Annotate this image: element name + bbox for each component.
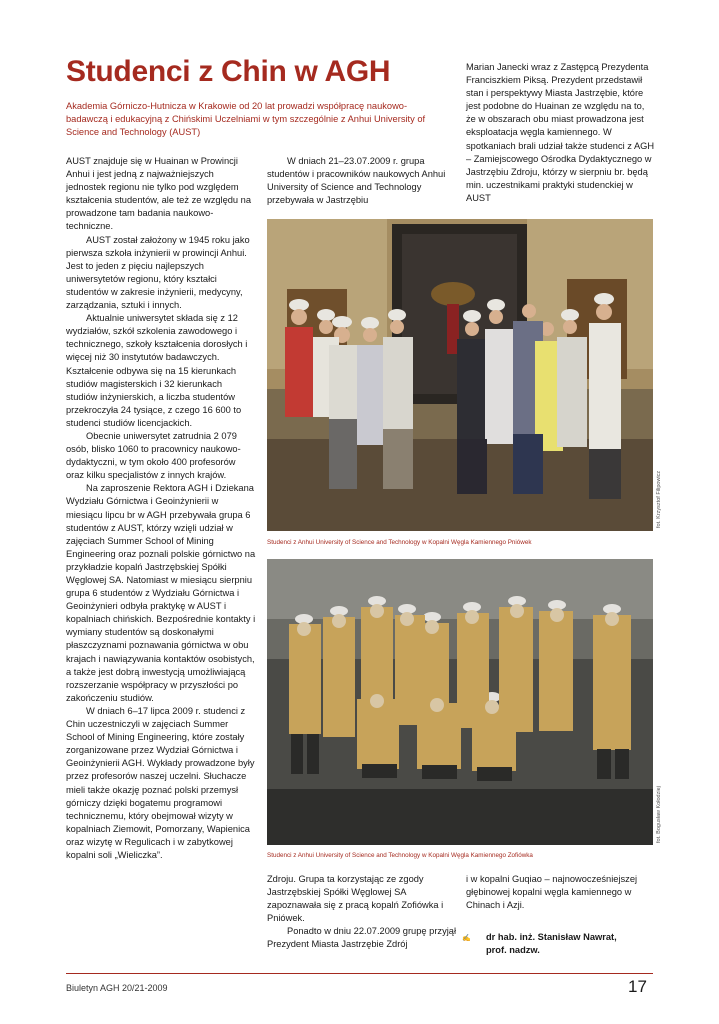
paragraph: Ponadto w dniu 22.07.2009 grupę przyjął Prezydent Miasta Jastrzębie Zdrój — [267, 926, 457, 950]
paragraph: AUST został założony w 1945 roku jako pierwsza szkoła inżynierii w prowincji Anhui. Jest to jeden z pięciu najlepszych uniwersytetów regionu, który kształci studentów w zakresie inżynierii, medycyny, zarządzania, sztuki i innych. — [66, 234, 250, 311]
paragraph: W dniach 21–23.07.2009 r. grupa studentów i pracowników naukowych Anhui University of Science and Technology przebywała w Jastrzębiu — [267, 156, 446, 206]
author-title: prof. nadzw. — [486, 945, 540, 956]
paragraph: Na zaproszenie Rektora AGH i Dziekana Wydziału Górnictwa i Geoinżynierii w miesiącu lipcu br w AGH przebywała grupa 6 studentów z AUST, którzy wzięli udział w zajęciach Summer School of Mining Engineering oraz poznali polskie górnictwo na przykładzie kopalń Jastrzębskiej Spółki Węglowej SA. Natomiast w miesiącu sierpniu grupa 6 studentów z Wydziału Górnictwa i Geoinżynieri odbyła praktykę w AUST i kopalniach chińskich. Bezpośrednie kontakty i wymiany studentów są doskonałymi płaszczyznami poznawania górnictwa w obu krajach i nawiązywania kontaktów osobistych, a także jest dobrą inwestycją umożliwiającą rozszerzanie współpracy w przyszłości po zakończeniu studiów. — [66, 483, 256, 703]
text-column-2-bottom — [267, 873, 457, 952]
article-lead — [66, 100, 446, 140]
paragraph: Aktualnie uniwersytet składa się z 12 wydziałów, szkół szkolenia zawodowego i technicznego, szkoły kształcenia dorosłych i więcej niż 30 instytutów badawczych. Kształcenie odbywa się na 15 kierunkach studiów magisterskich i 32 kierunkach studiów inżynierskich, a liczba studentów przekroczyła 24 tysiące, z czego 16 600 to studenci studiów licencjackich. — [66, 313, 248, 428]
pen-icon: ✍ — [462, 935, 471, 942]
photo-credit: fot. Bogusław Kołodziej — [656, 786, 662, 843]
footer-divider — [66, 973, 653, 974]
text-column-3-bottom — [466, 873, 656, 912]
article-title: Studenci z Chin w AGH — [66, 55, 391, 88]
text-column-2 — [267, 155, 457, 207]
photo-pniowek-group — [267, 219, 653, 531]
lead-text: Akademia Górniczo-Hutnicza w Krakowie od 20 lat prowadzi współpracę naukowo-badawczą i edukacyjną z Chińskimi Uczelniami w tym szczególnie z Anhui University of Science and Technology (AUST) — [66, 101, 426, 138]
publication-name: Biuletyn AGH 20/21-2009 — [66, 983, 168, 993]
text-column-1 — [66, 155, 256, 862]
figure-caption: Studenci z Anhui University of Science and Technology w Kopalni Węgla Kamiennego Pniówek — [267, 539, 532, 546]
paragraph: W dniach 6–17 lipca 2009 r. studenci z Chin uczestniczyli w zajęciach Summer School of Mining Engineering, które zostały zorganizowane przez Wydział Górnictwa i Geoinżynierii AGH. Wykłady prowadzone były przez profesorów naszej uczelni. Słuchacze mieli także okazję poznać polski przemysł górniczy dzięki bogatemu programowi technicznemu, który obejmował wizyty w kopalniach Ziemowit, Pomorzany, Wapienica oraz wizytę w Regulicach i w zabytkowej kopalni soli „Wieliczka”. — [66, 705, 255, 860]
paragraph: Zdroju. Grupa ta korzystając ze zgody Jastrzębskiej Spółki Węglowej SA zapoznawała się z pracą kopalń Zofiówka i Pniówek. — [267, 874, 444, 924]
photo-zofiowka-group — [267, 559, 653, 845]
photo-zofiowka-image — [267, 559, 653, 845]
author-name: dr hab. inż. Stanisław Nawrat, — [486, 932, 617, 942]
text-column-3 — [466, 61, 656, 205]
figure-caption: Studenci z Anhui University of Science and Technology w Kopalni Węgla Kamiennego Zofiówka — [267, 852, 533, 859]
photo-pniowek-image — [267, 219, 653, 531]
paragraph: Obecnie uniwersytet zatrudnia 2 079 osób, blisko 1060 to pracownicy naukowo-dydaktyczni, w tym około 400 profesorów oraz kilku specjalistów z innych krajów. — [66, 430, 241, 481]
paragraph: AUST znajduje się w Huainan w Prowincji Anhui i jest jedną z najważniejszych jednostek regionu nie tylko pod względem kształcenia studentów, ale też ze względu na prowadzone tam badania naukowo-techniczne. — [66, 156, 252, 232]
paragraph: i w kopalni Guqiao – najnowocześniejszej głębinowej kopalni węgla kamiennego w Chinach i Azji. — [466, 874, 638, 911]
author-signature — [462, 931, 666, 957]
photo-credit: fot. Krzysztof Filipowicz — [656, 470, 662, 528]
paragraph: Marian Janecki wraz z Zastępcą Prezydenta Franciszkiem Piksą. Prezydent przedstawił stan i perspektywy Miasta Jastrzębie, które jest podobne do Huainan ze względu na to, że w obszarach obu miast prowadzona jest eksploatacja węgla kamiennego. W spotkaniach brali udział także studenci z AGH – Zamiejscowego Ośrodka Dydaktycznego w Jastrzębiu Zdroju, którzy w sierpniu br. będą min. uczestnikami praktyki studenckiej w AUST — [466, 62, 655, 203]
page-number: 17 — [628, 977, 647, 996]
